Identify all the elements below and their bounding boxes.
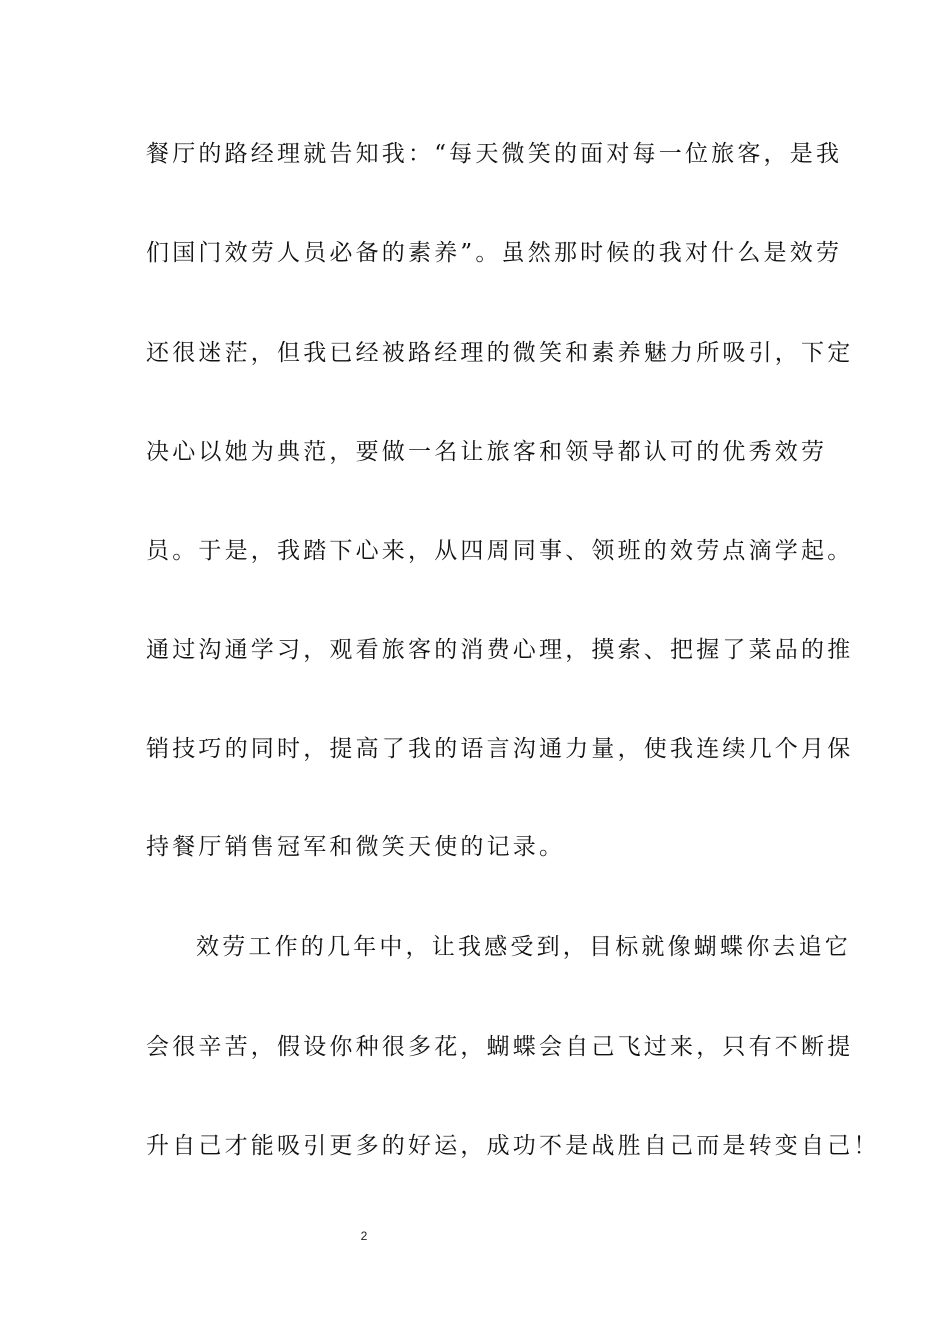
paragraph-1-line-1: 餐厅的路经理就告知我：“每天微笑的面对每一位旅客，是我 [146, 141, 843, 167]
paragraph-1-line-2: 们国门效劳人员必备的素养”。虽然那时候的我对什么是效劳 [146, 240, 843, 266]
paragraph-2-line-2: 会很辛苦，假设你种很多花，蝴蝶会自己飞过来，只有不断提 [146, 1034, 854, 1060]
paragraph-2-line-3: 升自己才能吸引更多的好运，成功不是战胜自己而是转变自己！ [146, 1133, 880, 1159]
paragraph-2-line-1: 效劳工作的几年中，让我感受到，目标就像蝴蝶你去追它 [196, 934, 851, 960]
paragraph-1-line-3: 还很迷茫，但我已经被路经理的微笑和素养魅力所吸引，下定 [146, 340, 854, 366]
paragraph-1-line-5: 员。于是，我踏下心来，从四周同事、领班的效劳点滴学起。 [146, 538, 854, 564]
paragraph-1-line-7: 销技巧的同时，提高了我的语言沟通力量，使我连续几个月保 [146, 736, 854, 762]
paragraph-1-line-6: 通过沟通学习，观看旅客的消费心理，摸索、把握了菜品的推 [146, 637, 854, 663]
paragraph-1-line-4: 决心以她为典范，要做一名让旅客和领导都认可的优秀效劳 [146, 439, 828, 465]
page-number: 2 [360, 1229, 368, 1243]
paragraph-1-line-8: 持餐厅销售冠军和微笑天使的记录。 [146, 834, 566, 860]
